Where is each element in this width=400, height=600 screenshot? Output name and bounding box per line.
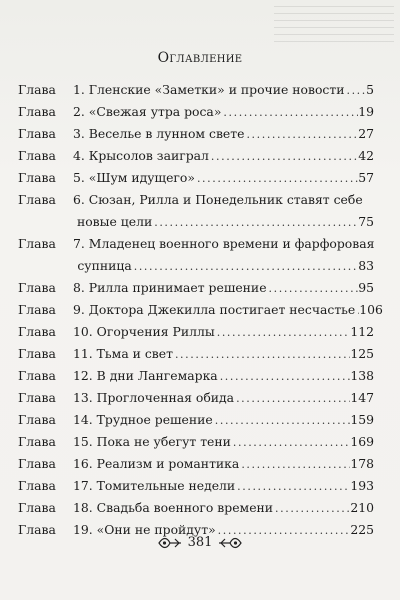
chapter-label: Глава — [18, 324, 56, 339]
chapter-label: Глава — [18, 280, 56, 295]
chapter-label: Глава — [18, 412, 56, 427]
chapter-label: Глава — [18, 148, 56, 163]
dot-leader — [273, 498, 350, 520]
toc-entry — [18, 343, 374, 365]
chapter-title: Реализм и романтика — [96, 456, 240, 471]
chapter-label: Глава — [18, 434, 56, 449]
chapter-title: Тьма и свет — [96, 346, 173, 361]
toc-entry — [18, 101, 374, 123]
chapter-content — [73, 299, 383, 321]
chapter-page-number: 75 — [358, 214, 374, 229]
dot-leader — [231, 432, 350, 454]
chapter-page-number: 42 — [358, 148, 374, 163]
chapter-content — [73, 475, 374, 497]
chapter-content — [73, 101, 374, 123]
chapter-content — [73, 365, 374, 387]
chapter-title-line — [73, 233, 374, 255]
toc-entry — [18, 145, 374, 167]
chapter-page-number: 57 — [358, 170, 374, 185]
chapter-label: Глава — [18, 456, 56, 471]
chapter-content — [73, 321, 374, 343]
dot-leader — [234, 388, 350, 410]
chapter-page-number: 125 — [350, 346, 374, 361]
chapter-title: супница — [77, 258, 132, 273]
chapter-title-line — [73, 321, 374, 343]
toc-entry — [18, 167, 374, 189]
page-number: 381 — [187, 535, 213, 550]
chapter-content — [73, 453, 374, 475]
dot-leader — [213, 410, 351, 432]
chapter-number: 12. — [73, 368, 93, 383]
toc-entry — [18, 409, 374, 431]
chapter-title: Сюзан, Рилла и Понедельник ставят себе — [88, 192, 363, 207]
chapter-title-line — [73, 475, 374, 497]
ornament-left-icon — [157, 536, 183, 550]
chapter-number: 1. — [73, 82, 85, 97]
chapter-title: Младенец военного времени и фарфоровая — [88, 236, 375, 251]
toc-entry — [18, 79, 374, 101]
chapter-label: Глава — [18, 522, 56, 537]
chapter-title: «Шум идущего» — [88, 170, 195, 185]
toc-entry — [18, 497, 374, 519]
chapter-content — [73, 343, 374, 365]
toc-entry — [18, 431, 374, 453]
toc-entry — [18, 189, 374, 233]
chapter-page-number: 112 — [350, 324, 374, 339]
chapter-page-number: 159 — [350, 412, 374, 427]
chapter-title: новые цели — [76, 214, 153, 229]
dot-leader — [218, 366, 351, 388]
chapter-title-line — [73, 79, 374, 101]
chapter-title: Трудное решение — [96, 412, 213, 427]
chapter-label: Глава — [18, 500, 56, 515]
chapter-title-line — [73, 101, 374, 123]
chapter-title: Гленские «Заметки» и прочие новости — [88, 82, 345, 97]
chapter-title: Веселье в лунном свете — [88, 126, 245, 141]
chapter-page-number: 169 — [350, 434, 374, 449]
toc-entry — [18, 277, 374, 299]
chapter-page-number: 178 — [350, 456, 374, 471]
chapter-number: 9. — [73, 302, 85, 317]
dot-leader — [132, 256, 358, 278]
chapter-content — [73, 497, 374, 519]
toc-entry — [18, 233, 374, 277]
chapter-title-line — [73, 211, 374, 233]
chapter-number: 8. — [73, 280, 85, 295]
chapter-page-number: 19 — [358, 104, 374, 119]
chapter-title-line — [73, 453, 374, 475]
bleed-through-text — [274, 6, 394, 42]
chapter-label: Глава — [18, 104, 56, 119]
chapter-title: Крысолов заиграл — [88, 148, 209, 163]
chapter-label: Глава — [18, 478, 56, 493]
chapter-number: 19. — [73, 522, 93, 537]
ornament-right-icon — [217, 536, 243, 550]
chapter-number: 6. — [73, 192, 85, 207]
toc-entry — [18, 321, 374, 343]
chapter-title-line — [73, 167, 374, 189]
chapter-content — [73, 145, 374, 167]
chapter-label: Глава — [18, 236, 56, 251]
toc-entry — [18, 299, 383, 321]
chapter-number: 3. — [73, 126, 85, 141]
chapter-content — [73, 277, 374, 299]
chapter-label: Глава — [18, 126, 56, 141]
chapter-title-line — [73, 299, 383, 321]
chapter-label: Глава — [18, 170, 56, 185]
chapter-title-line — [73, 123, 374, 145]
chapter-number: 18. — [73, 500, 93, 515]
chapter-number: 16. — [73, 456, 93, 471]
dot-leader — [239, 454, 350, 476]
chapter-page-number: 210 — [350, 500, 374, 515]
chapter-number: 13. — [73, 390, 93, 405]
chapter-page-number: 147 — [350, 390, 374, 405]
toc-entry — [18, 387, 374, 409]
chapter-label: Глава — [18, 346, 56, 361]
chapter-content — [73, 431, 374, 453]
chapter-page-number: 5 — [366, 82, 374, 97]
chapter-page-number: 225 — [350, 522, 374, 537]
chapter-number: 10. — [73, 324, 93, 339]
dot-leader — [221, 102, 358, 124]
chapter-content — [73, 387, 374, 409]
toc-entry — [18, 453, 374, 475]
dot-leader — [215, 322, 351, 344]
chapter-label: Глава — [18, 302, 56, 317]
dot-leader — [173, 344, 350, 366]
chapter-page-number: 138 — [350, 368, 374, 383]
page-footer — [0, 535, 400, 550]
chapter-title-line — [73, 497, 374, 519]
chapter-number: 5. — [73, 170, 85, 185]
chapter-number: 15. — [73, 434, 93, 449]
chapter-title: Пока не убегут тени — [96, 434, 231, 449]
chapter-label: Глава — [18, 368, 56, 383]
chapter-content — [73, 189, 374, 233]
chapter-title: «Свежая утра роса» — [88, 104, 222, 119]
toc-entry — [18, 123, 374, 145]
chapter-title-line — [73, 365, 374, 387]
chapter-number: 4. — [73, 148, 85, 163]
chapter-title-line — [73, 387, 374, 409]
chapter-content — [73, 409, 374, 431]
chapter-number: 7. — [73, 236, 85, 251]
chapter-content — [73, 79, 374, 101]
chapter-title-line — [73, 189, 374, 211]
chapter-title: Свадьба военного времени — [96, 500, 274, 515]
page-title: Оглавление — [157, 50, 243, 66]
chapter-label: Глава — [18, 82, 56, 97]
chapter-number: 17. — [73, 478, 93, 493]
chapter-title: Проглоченная обида — [96, 390, 235, 405]
dot-leader — [152, 212, 358, 234]
chapter-title: Рилла принимает решение — [88, 280, 267, 295]
dot-leader — [235, 476, 350, 498]
dot-leader — [244, 124, 358, 146]
chapter-title-line — [73, 277, 374, 299]
chapter-title-line — [73, 343, 374, 365]
table-of-contents — [18, 79, 383, 541]
dot-leader — [195, 168, 358, 190]
chapter-page-number: 83 — [358, 258, 374, 273]
chapter-number: 14. — [73, 412, 93, 427]
dot-leader — [267, 278, 359, 300]
chapter-content — [73, 123, 374, 145]
chapter-page-number: 95 — [358, 280, 374, 295]
toc-entry — [18, 365, 374, 387]
chapter-title-line — [73, 145, 374, 167]
chapter-title: Томительные недели — [96, 478, 236, 493]
chapter-page-number: 27 — [358, 126, 374, 141]
chapter-page-number: 106 — [359, 302, 383, 317]
chapter-number: 11. — [73, 346, 93, 361]
chapter-content — [73, 233, 374, 277]
chapter-content — [73, 167, 374, 189]
chapter-title-line — [73, 409, 374, 431]
chapter-label: Глава — [18, 390, 56, 405]
dot-leader — [209, 146, 358, 168]
chapter-title: «Они не пройдут» — [96, 522, 216, 537]
chapter-title: Доктора Джекилла постигает несчастье — [88, 302, 356, 317]
chapter-title: В дни Лангемарка — [96, 368, 218, 383]
chapter-title-line — [73, 255, 374, 277]
chapter-number: 2. — [73, 104, 85, 119]
toc-entry — [18, 475, 374, 497]
dot-leader — [344, 80, 366, 102]
chapter-label: Глава — [18, 192, 56, 207]
chapter-page-number: 193 — [350, 478, 374, 493]
chapter-title: Огорчения Риллы — [96, 324, 215, 339]
chapter-title-line — [73, 431, 374, 453]
